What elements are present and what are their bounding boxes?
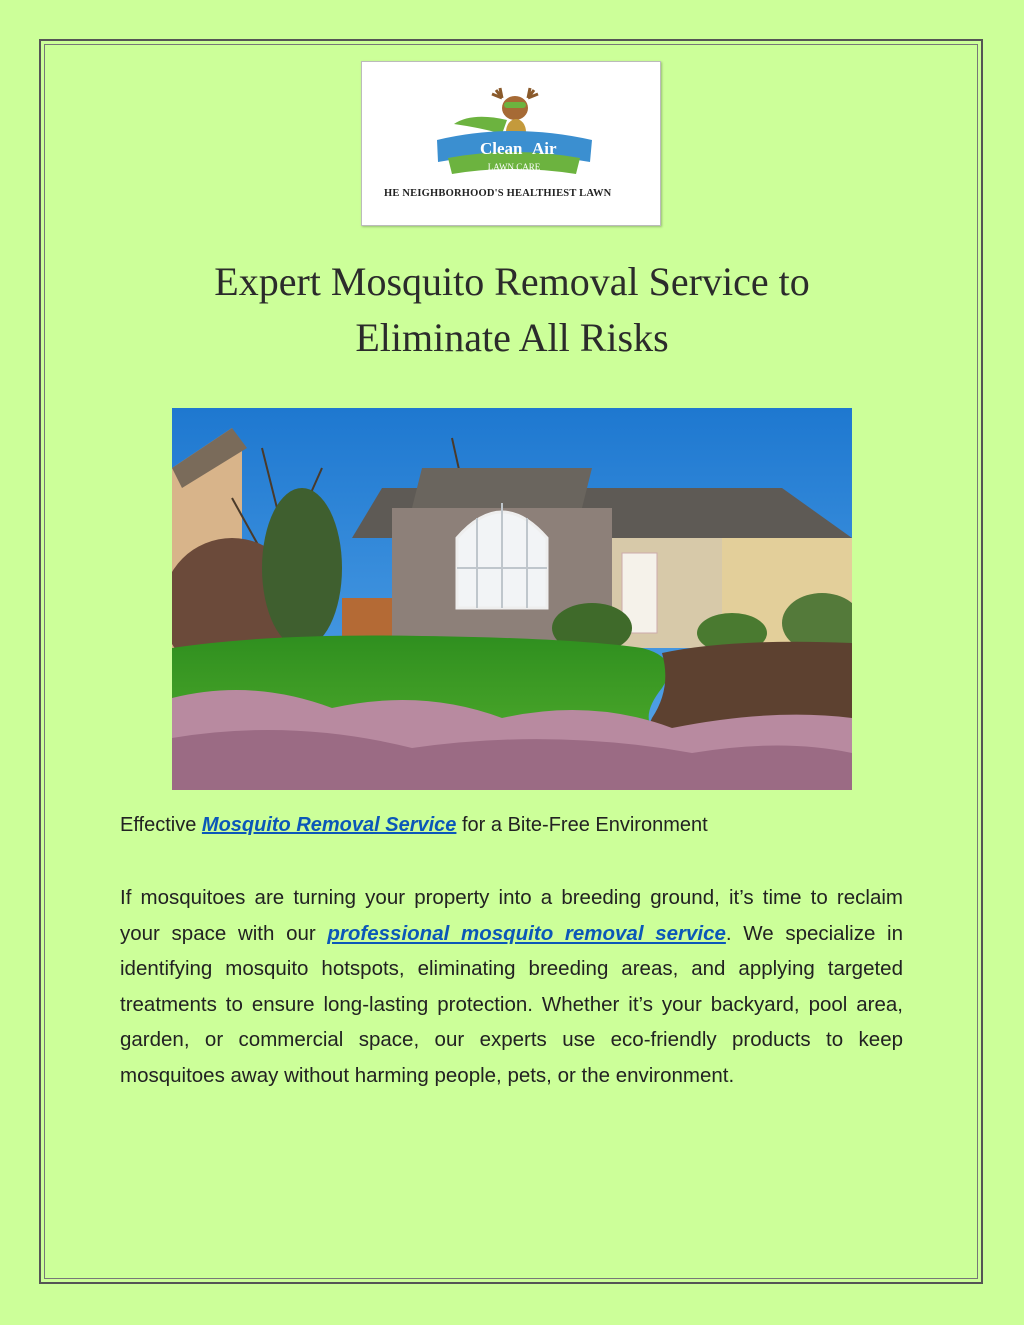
house-lawn-photo bbox=[172, 408, 852, 790]
intro-line bbox=[120, 810, 920, 840]
antler-left-icon bbox=[492, 88, 502, 98]
logo-graphic bbox=[362, 62, 661, 226]
antler-right-icon bbox=[528, 88, 538, 98]
intro-suffix: for a Bite-Free Environment bbox=[462, 814, 708, 836]
body-paragraph bbox=[120, 880, 903, 1093]
title-line-1: Expert Mosquito Removal Service to bbox=[214, 259, 810, 304]
company-logo bbox=[361, 61, 661, 226]
logo-subtitle: LAWN CARE bbox=[487, 162, 541, 172]
professional-mosquito-removal-link[interactable]: professional mosquito removal service bbox=[327, 921, 726, 945]
intro-prefix: Effective bbox=[120, 814, 197, 836]
logo-word-air: Air bbox=[532, 139, 557, 158]
logo-tagline: HE NEIGHBORHOOD'S HEALTHIEST LAWN bbox=[384, 188, 612, 199]
paragraph-part-2: . We specialize in identifying mosquito hotspots, eliminating breeding areas, and applying targeted treatments to ensure long-lasting protection. Whether it’s your backyard, pool area, garden, or commercial space, our experts use eco-friendly products to keep mosquitoes away without harming people, pets, or the environment. bbox=[120, 921, 903, 1087]
mosquito-removal-service-link[interactable]: Mosquito Removal Service bbox=[201, 814, 457, 836]
title-line-2: Eliminate All Risks bbox=[355, 315, 669, 360]
paragraph-part-1: If mosquitoes are turning your property into a breeding ground, it’s time to reclaim your space with our bbox=[120, 886, 903, 945]
logo-word-clean: Clean bbox=[480, 139, 523, 158]
page-title bbox=[100, 254, 924, 366]
moose-mask-icon bbox=[504, 102, 526, 108]
